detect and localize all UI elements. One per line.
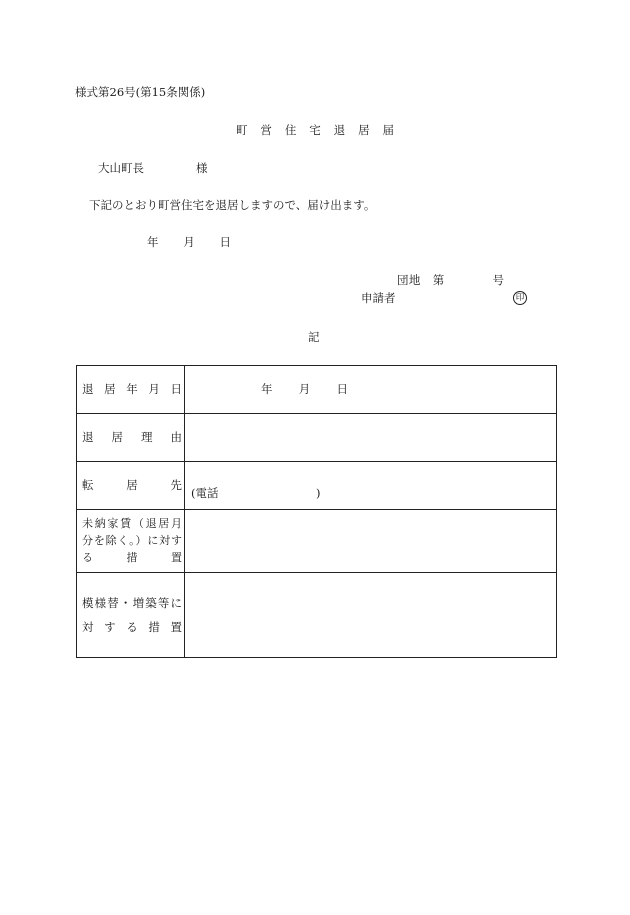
submission-date[interactable]: 年 月 日 [147, 235, 231, 249]
form-number: 様式第26号(第15条関係) [75, 85, 206, 99]
row-label [82, 461, 182, 509]
phone-open-label: (電話 [191, 486, 219, 500]
renovation-field[interactable] [186, 576, 554, 653]
move-out-date-field[interactable]: 年 月 日 [261, 382, 348, 396]
ki-heading: 記 [308, 330, 320, 344]
label-line: 対 す る 措 置 [82, 619, 182, 634]
new-address-field[interactable] [186, 463, 554, 483]
reason-field[interactable] [186, 417, 554, 457]
label-line: る 措 置 [82, 551, 182, 564]
row-label [82, 365, 182, 413]
addressee-honorific: 様 [196, 161, 208, 175]
label-line: 未納家賃（退居月 [82, 517, 182, 530]
table-row-reason [76, 413, 557, 461]
table-row-new-address [76, 461, 557, 509]
label-line: 分を除く。）に対す [82, 534, 182, 547]
addressee-name: 大山町長 [98, 161, 144, 175]
row-label [82, 572, 182, 657]
table-row-renovation [76, 572, 557, 657]
label-line: 転 居 先 [82, 478, 182, 492]
row-label [82, 509, 182, 572]
applicant-label: 申請者 [361, 291, 396, 305]
statement-text: 下記のとおり町営住宅を退居しますので、届け出ます。 [89, 198, 376, 212]
label-line: 模様替・増築等に [82, 595, 182, 610]
label-line: 退 居 年 月 日 [82, 382, 182, 396]
phone-close-paren: ) [316, 486, 321, 500]
unpaid-rent-field[interactable] [186, 513, 554, 568]
danchi-number[interactable]: 団地 第 号 [397, 273, 504, 287]
seal-mark-icon: 印 [513, 291, 527, 305]
row-label [82, 413, 182, 461]
table-row-move-out-date [76, 365, 557, 413]
label-line: 退 居 理 由 [82, 430, 182, 444]
form-title: 町 営 住 宅 退 居 届 [236, 123, 394, 137]
table-row-unpaid-rent [76, 509, 557, 572]
